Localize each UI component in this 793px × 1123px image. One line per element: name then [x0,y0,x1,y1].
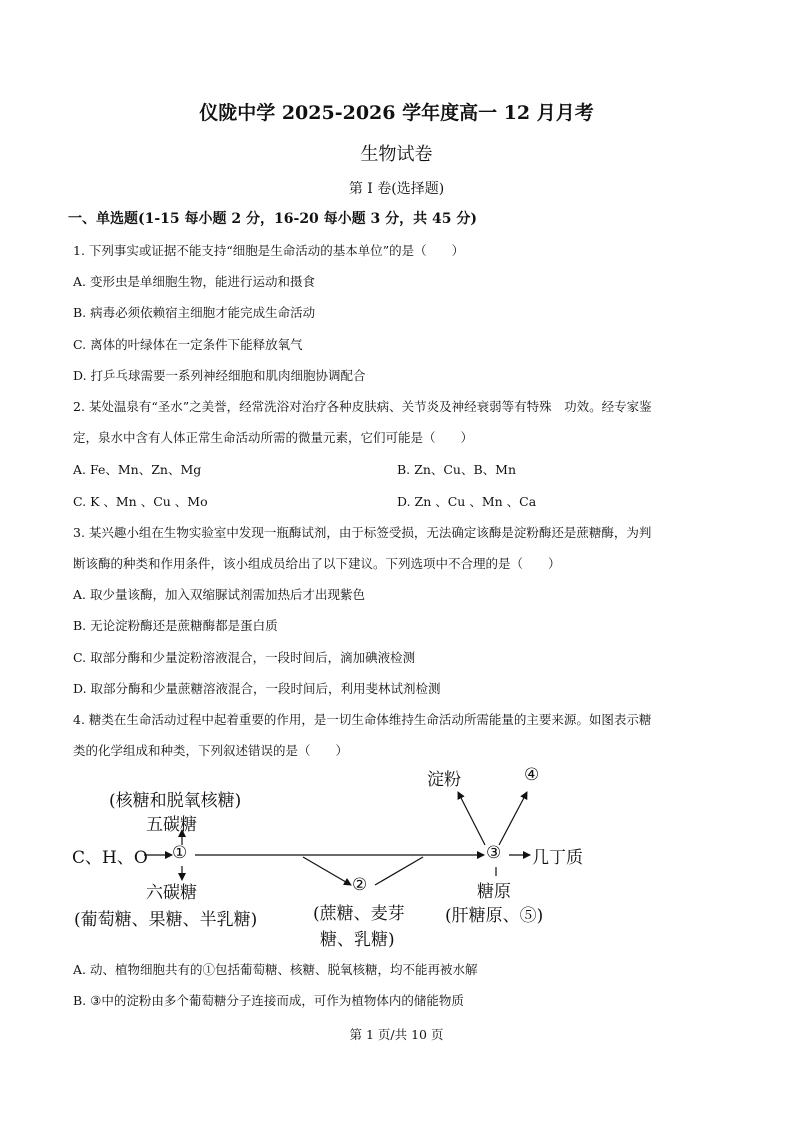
question-2-option-a: A. Fe、Mn、Zn、Mg [73,462,202,477]
arrow-from-2 [375,857,423,885]
question-3-option-c: C. 取部分酶和少量淀粉溶液混合，一段时间后，滴加碘液检测 [73,650,416,665]
question-1-stem: 1. 下列事实或证据不能支持“细胞是生命活动的基本单位”的是（ ） [73,243,465,258]
diagram-node-3: ③ [486,843,502,863]
diagram-elements-label: C、H、O [72,848,148,868]
question-2-stem-line-1: 2. 某处温泉有“圣水”之美誉，经常洗浴对治疗各种皮肤病、关节炎及神经衰弱等有特殊 功效。经专家鉴 [73,399,652,414]
diagram-hexose-label: 六碳糖 [146,883,197,903]
question-1-option-c: C. 离体的叶绿体在一定条件下能释放氧气 [73,337,303,352]
page-footer: 第 1 页/共 10 页 [349,1027,444,1042]
diagram-pentose-note: (核糖和脱氧核糖) [109,791,242,811]
question-4-option-a: A. 动、植物细胞共有的①包括葡萄糖、核糖、脱氧核糖，均不能再被水解 [73,962,478,977]
diagram-node-2: ② [352,875,368,895]
question-3-stem-line-2: 断该酶的种类和作用条件，该小组成员给出了以下建议。下列选项中不合理的是（ ） [73,556,561,571]
question-2-option-b: B. Zn、Cu、B、Mn [397,462,517,477]
question-2-option-d: D. Zn 、Cu 、Mn 、Ca [397,494,537,509]
diagram-hexose-note: (葡萄糖、果糖、半乳糖) [74,910,258,930]
diagram-chitin-label: 几丁质 [532,848,583,868]
section-heading: 一、单选题(1-15 每小题 2 分，16-20 每小题 3 分，共 45 分) [68,211,478,227]
arrow-3-to-starch [458,792,485,845]
question-3-option-a: A. 取少量该酶，加入双缩脲试剂需加热后才出现紫色 [73,587,365,602]
subject-title: 生物试卷 [360,144,433,165]
question-4-stem-line-2: 类的化学组成和种类，下列叙述错误的是（ ） [73,743,349,758]
question-2-stem-line-2: 定，泉水中含有人体正常生命活动所需的微量元素，它们可能是（ ） [73,430,474,445]
arrow-to-2 [303,857,351,885]
diagram-disaccharide-note-line-2: 糖、乳糖) [320,930,395,950]
diagram-glycogen-note: (肝糖原、⑤) [445,906,544,926]
question-3-option-d: D. 取部分酶和少量蔗糖溶液混合，一段时间后，利用斐林试剂检测 [73,681,441,696]
diagram-node-1: ① [172,843,188,863]
arrow-3-to-4 [499,792,527,845]
question-1-option-a: A. 变形虫是单细胞生物，能进行运动和摄食 [73,274,315,289]
question-3-option-b: B. 无论淀粉酶还是蔗糖酶都是蛋白质 [73,618,278,633]
diagram-starch-label: 淀粉 [427,770,461,790]
question-3-stem-line-1: 3. 某兴趣小组在生物实验室中发现一瓶酶试剂，由于标签受损，无法确定该酶是淀粉酶还是蔗糖酶，为判 [73,525,652,540]
volume-label: 第 I 卷(选择题) [348,181,445,197]
diagram-glycogen-label: 糖原 [477,882,511,902]
question-1-option-b: B. 病毒必须依赖宿主细胞才能完成生命活动 [73,305,316,320]
question-2-option-c: C. K 、Mn 、Cu 、Mo [73,494,208,509]
diagram-disaccharide-note-line-1: (蔗糖、麦芽 [313,904,405,924]
diagram-node-4: ④ [524,765,540,785]
question-4-option-b: B. ③中的淀粉由多个葡萄糖分子连接而成，可作为植物体内的储能物质 [73,993,464,1008]
exam-title: 仪陇中学 2025-2026 学年度高一 12 月月考 [199,102,594,124]
diagram-pentose-label: 五碳糖 [146,815,197,835]
question-1-option-d: D. 打乒乓球需要一系列神经细胞和肌肉细胞协调配合 [73,368,366,383]
question-4-stem-line-1: 4. 糖类在生命活动过程中起着重要的作用，是一切生命体维持生命活动所需能量的主要来源。如图表示糖 [73,712,652,727]
